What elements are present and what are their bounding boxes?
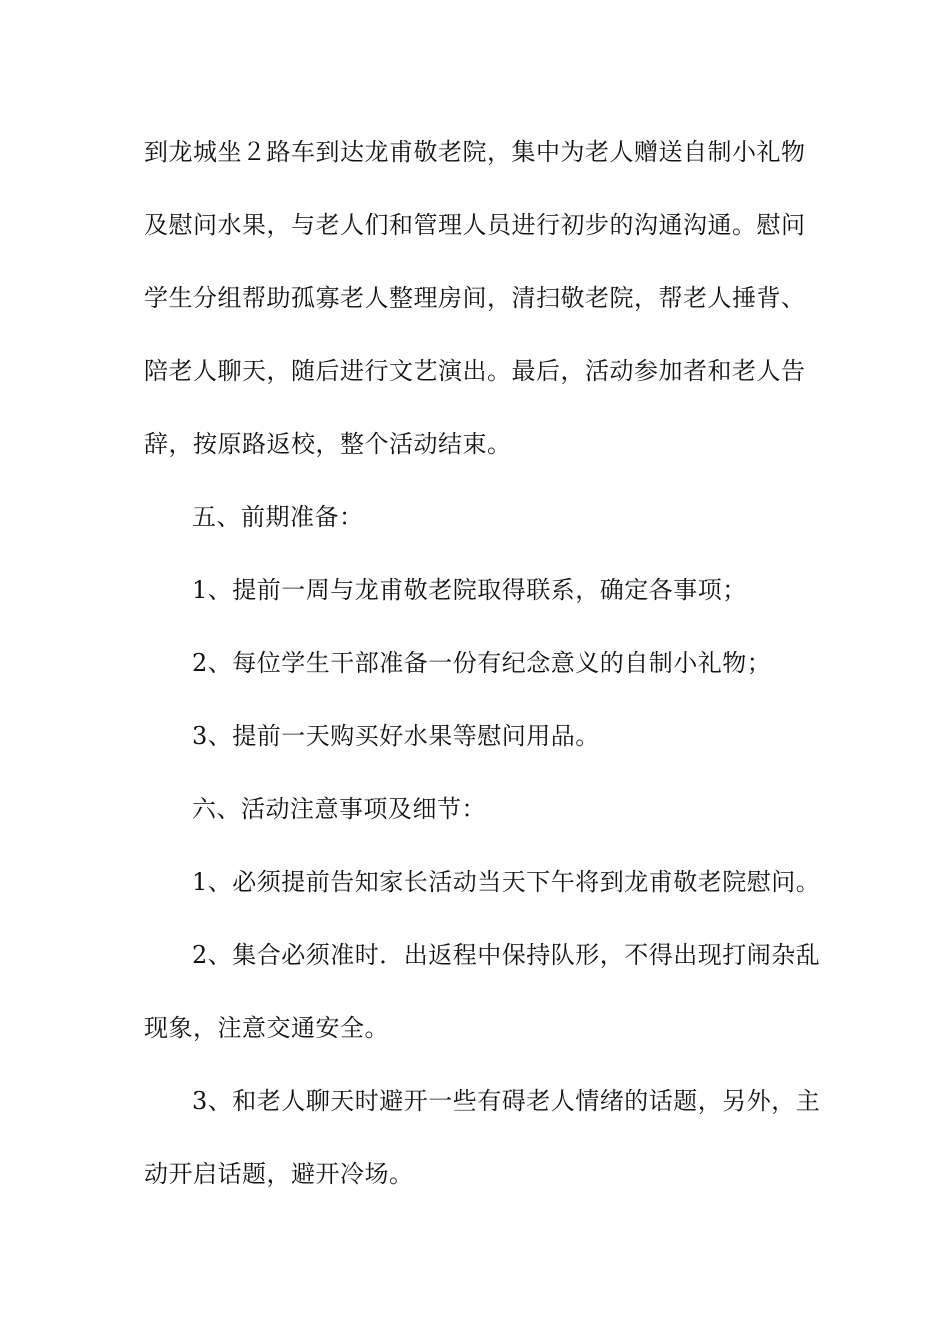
list-item-text-continued: 动开启话题，避开冷场。 (144, 1160, 414, 1188)
list-item-text: 3、提前一天购买好水果等慰问用品。 (192, 722, 600, 750)
list-item-text-continued: 现象，注意交通安全。 (144, 1014, 389, 1042)
text-line: 到龙城坐２路车到达龙甫敬老院，集中为老人赠送自制小礼物 (144, 138, 806, 166)
text-line: 及慰问水果，与老人们和管理人员进行初步的沟通沟通。慰问 (144, 211, 806, 239)
list-item (0, 867, 950, 897)
section-heading-preparation (0, 502, 950, 532)
text-line: 学生分组帮助孤寡老人整理房间，清扫敬老院，帮老人捶背、 (144, 284, 806, 312)
heading-text: 六、活动注意事项及细节： (192, 795, 486, 823)
section-heading-notes (0, 794, 950, 824)
list-item-text: 2、每位学生干部准备一份有纪念意义的自制小礼物； (192, 649, 772, 677)
list-item-text: 1、提前一周与龙甫敬老院取得联系，确定各事项； (192, 576, 747, 604)
list-item-text: 3、和老人聊天时避开一些有碍老人情绪的话题，另外，主 (192, 1087, 821, 1115)
list-item (0, 648, 950, 678)
heading-text: 五、前期准备： (192, 503, 364, 531)
list-item-text: 2、集合必须准时．出返程中保持队形，不得出现打闹杂乱 (192, 941, 821, 969)
text-line: 陪老人聊天，随后进行文艺演出。最后，活动参加者和老人告 (144, 357, 806, 385)
list-item (0, 575, 950, 605)
list-item (0, 721, 950, 751)
list-item-text: 1、必须提前告知家长活动当天下午将到龙甫敬老院慰问。 (192, 868, 821, 896)
text-line: 辞，按原路返校，整个活动结束。 (144, 430, 512, 458)
